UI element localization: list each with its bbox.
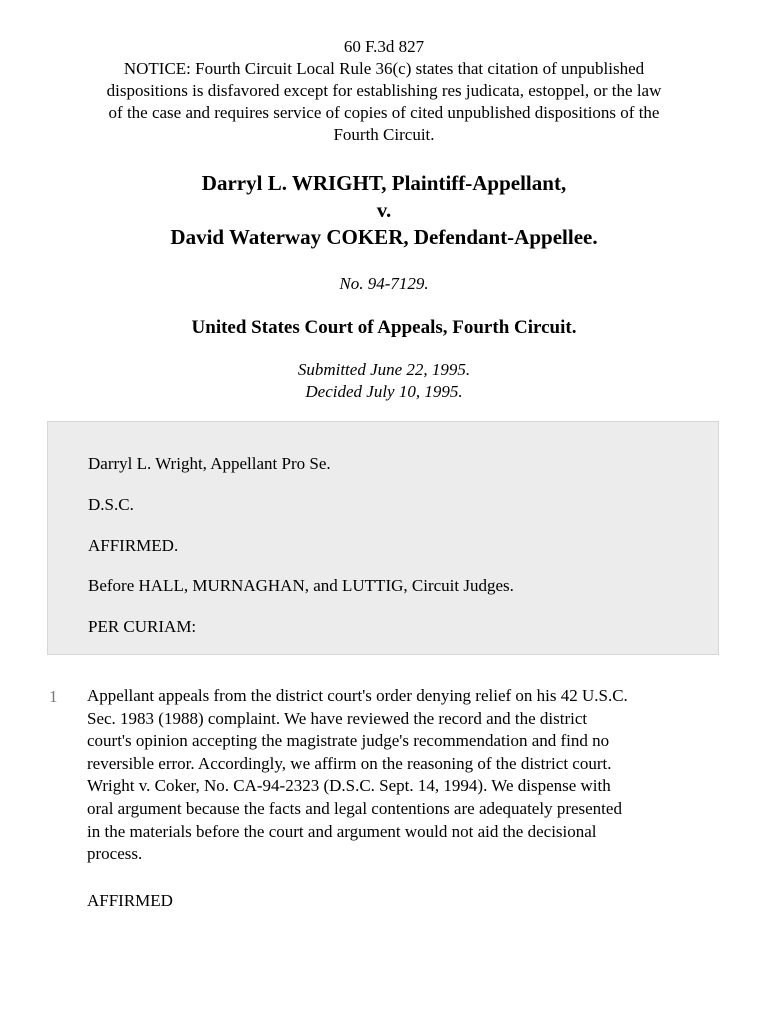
notice-line: of the case and requires service of copies of cited unpublished dispositions of the (108, 103, 660, 122)
opinion-line: Wright v. Coker, No. CA-94-2323 (D.S.C. Sept. 14, 1994). We dispense with (87, 776, 611, 796)
opinion-line: process. (87, 844, 143, 864)
opinion-line: in the materials before the court and argument would not aid the decisional (87, 821, 597, 841)
decided-date: Decided July 10, 1995. (305, 382, 463, 401)
notice-line: Fourth Circuit. (333, 125, 435, 144)
opinion-line: Appellant appeals from the district court's order denying relief on his 42 U.S.C. (87, 686, 628, 705)
opinion-line: reversible error. Accordingly, we affirm on the reasoning of the district court. (87, 753, 612, 773)
disposition-line: AFFIRMED. (88, 536, 179, 555)
docket-number: No. 94-7129. (339, 274, 429, 293)
citation: 60 F.3d 827 (343, 37, 425, 56)
case-dates (40, 359, 728, 403)
author-line: PER CURIAM: (88, 617, 197, 636)
opinion-paragraph (87, 685, 727, 866)
district-line: D.S.C. (88, 495, 134, 514)
document-header (40, 36, 728, 146)
notice-line: NOTICE: Fourth Circuit Local Rule 36(c) states that citation of unpublished (123, 59, 645, 78)
panel-line: Before HALL, MURNAGHAN, and LUTTIG, Circuit Judges. (88, 576, 514, 595)
versus-label: v. (376, 198, 392, 222)
counsel-line: Darryl L. Wright, Appellant Pro Se. (88, 454, 331, 473)
opinion-line: oral argument because the facts and legal contentions are adequately presented (87, 798, 622, 818)
opinion-line: court's opinion accepting the magistrate judge's recommendation and find no (87, 731, 610, 751)
plaintiff-name: Darryl L. WRIGHT, Plaintiff-Appellant, (201, 171, 567, 195)
case-summary-panel (47, 421, 719, 655)
case-caption (40, 170, 728, 251)
notice-line: dispositions is disfavored except for establishing res judicata, estoppel, or the law (106, 81, 662, 100)
closing-disposition: AFFIRMED (87, 891, 173, 910)
submitted-date: Submitted June 22, 1995. (297, 360, 471, 379)
court-name: United States Court of Appeals, Fourth Circuit. (191, 317, 577, 338)
paragraph-number: 1 (49, 687, 58, 706)
opinion-line: Sec. 1983 (1988) complaint. We have reviewed the record and the district (87, 708, 588, 728)
defendant-name: David Waterway COKER, Defendant-Appellee. (170, 225, 598, 249)
